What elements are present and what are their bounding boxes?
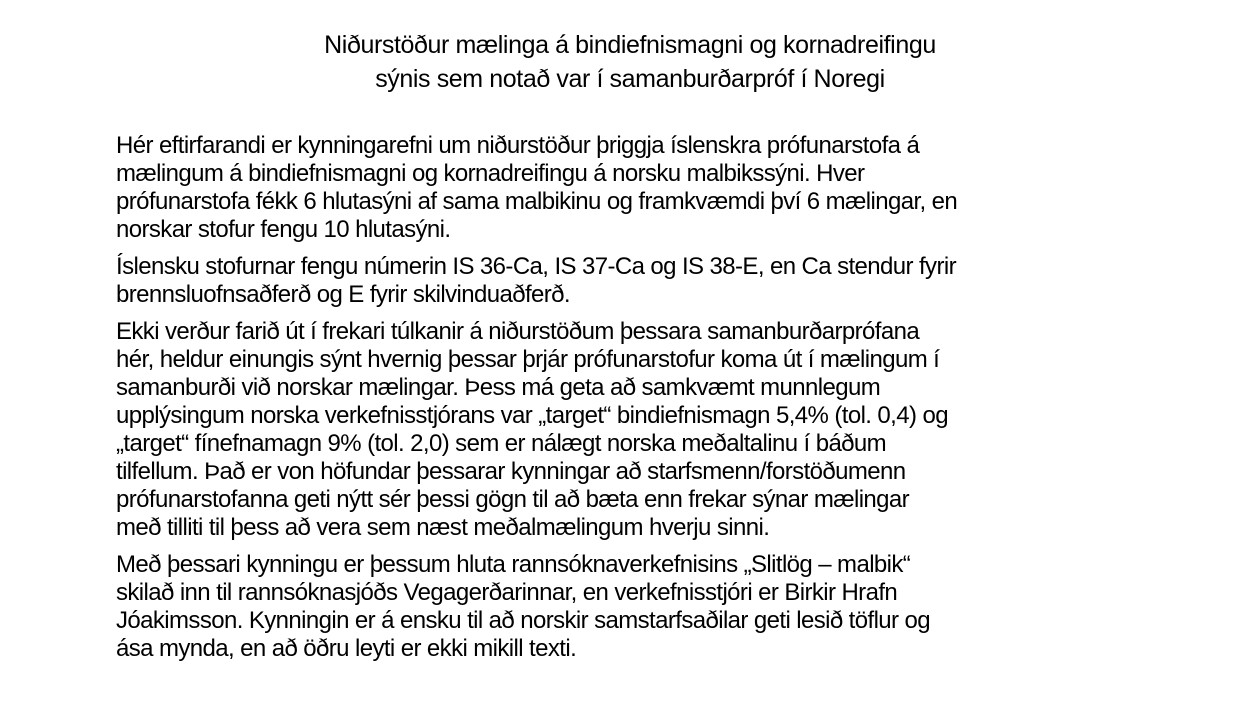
text-line: hér, heldur einungis sýnt hvernig þessar þrjár prófunarstofur koma út í mælingum í <box>116 346 940 373</box>
text-line: prófunarstofa fékk 6 hlutasýni af sama malbikinu og framkvæmdi því 6 mælingar, en <box>116 188 958 215</box>
paragraph-4 <box>116 551 1216 663</box>
text-line: með tilliti til þess að vera sem næst meðalmælingum hverju sinni. <box>116 514 770 541</box>
text-line: Íslensku stofurnar fengu númerin IS 36-Ca, IS 37-Ca og IS 38-E, en Ca stendur fyrir <box>116 253 956 280</box>
text-line: upplýsingum norska verkefnisstjórans var „target“ bindiefnismagn 5,4% (tol. 0,4) og <box>116 402 948 429</box>
text-line: samanburði við norskar mælingar. Þess má geta að samkvæmt munnlegum <box>116 374 881 401</box>
text-line: Með þessari kynningu er þessum hluta rannsóknaverkefnisins „Slitlög – malbik“ <box>116 551 911 578</box>
slide-body <box>116 132 1216 672</box>
text-line: brennsluofnsaðferð og E fyrir skilvinduaðferð. <box>116 281 570 308</box>
text-line: ása mynda, en að öðru leyti er ekki mikill texti. <box>116 635 577 662</box>
text-line: Hér eftirfarandi er kynningarefni um niðurstöður þriggja íslenskra prófunarstofa á <box>116 132 920 159</box>
text-line: mælingum á bindiefnismagni og kornadreifingu á norsku malbikssýni. Hver <box>116 160 865 187</box>
text-line: norskar stofur fengu 10 hlutasýni. <box>116 216 451 243</box>
text-line: skilað inn til rannsóknasjóðs Vegagerðarinnar, en verkefnisstjóri er Birkir Hrafn <box>116 579 898 606</box>
text-line: tilfellum. Það er von höfundar þessarar kynningar að starfsmenn/forstöðumenn <box>116 458 906 485</box>
paragraph-1 <box>116 132 1216 244</box>
text-line: „target“ fínefnamagn 9% (tol. 2,0) sem er nálægt norska meðaltalinu í báðum <box>116 430 887 457</box>
paragraph-3 <box>116 318 1216 542</box>
slide-title <box>0 28 1260 96</box>
text-line: Jóakimsson. Kynningin er á ensku til að norskir samstarfsaðilar geti lesið töflur og <box>116 607 930 634</box>
paragraph-2 <box>116 253 1216 309</box>
title-line: Niðurstöður mælinga á bindiefnismagni og kornadreifingu <box>324 31 936 59</box>
text-line: prófunarstofanna geti nýtt sér þessi gögn til að bæta enn frekar sýnar mælingar <box>116 486 910 513</box>
title-line: sýnis sem notað var í samanburðarpróf í Noregi <box>375 65 885 93</box>
text-line: Ekki verður farið út í frekari túlkanir á niðurstöðum þessara samanburðarprófana <box>116 318 920 345</box>
